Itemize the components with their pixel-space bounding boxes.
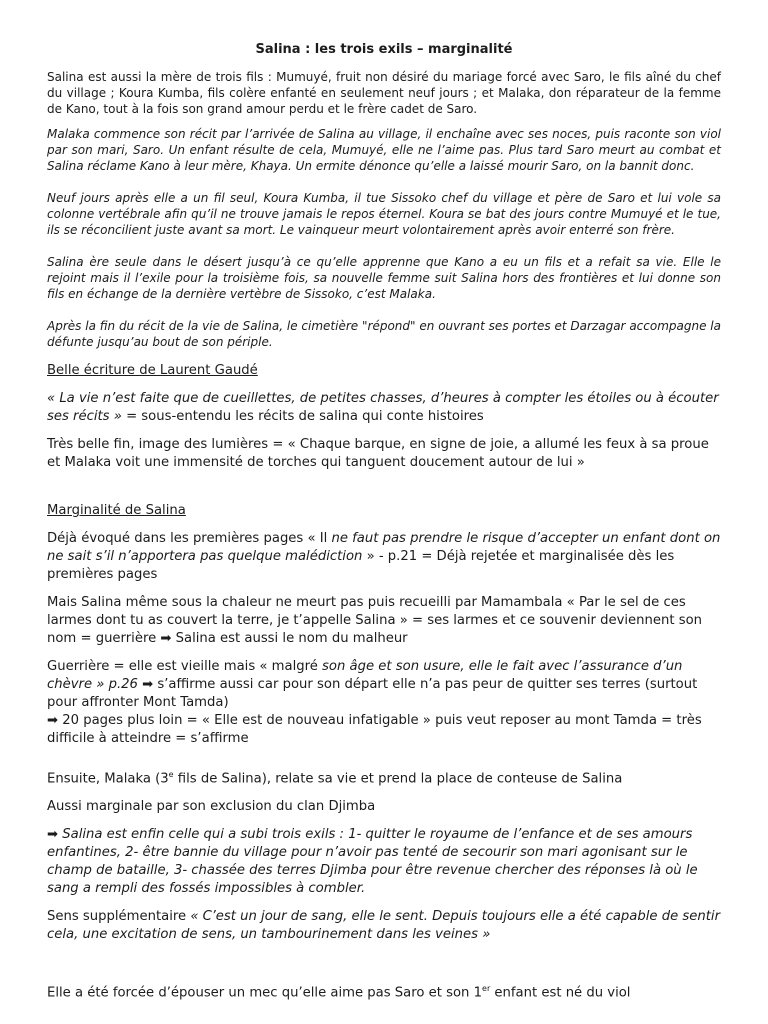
text-span: Elle a été forcée d’épouser un mec qu’elle aime pas Saro et son 1 [47, 985, 483, 1001]
quote-text: Salina est enfin celle qui a subi trois exils : 1- quitter le royaume de l’enfance et de ses amours enfantines, 2- être bannie du village pour n’avoir pas tenté de secourir son mari agonisant sur le champ de bataille, 3- chassée des terres Djimba pour être revenue chercher des réponses là où le sang a rempli des fossés impossibles à combler. [47, 827, 698, 897]
quote-text: « C’est un jour de sang, elle le sent. Depuis toujours elle a été capable de sentir cela, une excitation de sens, un tambourinement dans les veines » [47, 909, 720, 943]
quote-paragraph-1 [47, 390, 721, 426]
marginality-paragraph-8 [47, 980, 721, 1002]
marginality-paragraph-2: Mais Salina même sous la chaleur ne meurt pas puis recueilli par Mamambala « Par le sel de ces larmes dont tu as couvert la terre, je t’appelle Salina » = ses larmes et ce souvenir deviennent son nom = guerrière ➡ Salina est aussi le nom du malheur [47, 595, 703, 646]
text-span: fils de Salina), relate sa vie et prend la place de conteuse de Salina [173, 771, 623, 787]
quote-text: ne faut pas prendre le risque d’accepter un enfant dont on ne sait s’il n’apportera pas quelque malédiction [47, 531, 721, 564]
marginality-paragraph-6 [47, 826, 721, 898]
quote-comment: = sous-entendu les récits de salina qui conte histoires [121, 409, 484, 424]
summary-paragraph-4: Après la fin du récit de la vie de Salina, le cimetière "répond" en ouvrant ses portes et Darzagar accompagne la défunte jusqu’au bout de son périple. [47, 319, 721, 349]
marginality-paragraph-4 [47, 766, 721, 788]
text-span: » - p.21 = Déjà rejetée et marginalisée dès les premières pages [47, 549, 675, 582]
document-page [47, 42, 721, 1003]
text-span: ➡ s’affirme aussi car pour son départ elle n’a pas peur de quitter ses terres (surtout pour affronter Mont Tamda) [47, 677, 698, 710]
superscript: e [168, 770, 174, 779]
superscript: er [482, 984, 491, 994]
arrow-icon: ➡ [47, 827, 63, 843]
summary-paragraph-2: Neuf jours après elle a un fil seul, Koura Kumba, il tue Sissoko chef du village et père de Saro et lui vole sa colonne vertébrale afin qu’il ne trouve jamais le repos éternel. Koura se bat des jours contre Mumuyé et le tue, ils se réconcilient juste avant sa mort. Le vainqueur meurt volontairement après avoir enterré son frère. [47, 191, 721, 237]
text-span: Guerrière = elle est vieille mais « malgré [47, 659, 323, 674]
quote-text: « La vie n’est faite que de cueillettes, de petites chasses, d’heures à compter les étoiles ou à écouter ses récits » [47, 391, 719, 424]
text-span: Ensuite, Malaka (3 [47, 771, 169, 787]
quote-text: son âge et son usure, elle le fait avec l’assurance d’un chèvre » p.26 [47, 659, 683, 692]
summary-paragraph-3: Salina ère seule dans le désert jusqu’à ce qu’elle apprenne que Kano a eu un fils et a refait sa vie. Elle le rejoint mais il l’exile pour la troisième fois, sa nouvelle femme suit Salina hors des frontières et lui donne son fils en échange de la dernière vertèbre de Sissoko, c’est Malaka. [47, 255, 721, 301]
summary-paragraph-1: Malaka commence son récit par l’arrivée de Salina au village, il enchaîne avec ses noces, puis raconte son viol par son mari, Saro. Un enfant résulte de cela, Mumuyé, elle ne l’aime pas. Plus tard Saro meurt au combat et Salina réclame Kano à leur mère, Khaya. Un ermite dénonce qu’elle a laissé mourir Saro, on la bannit donc. [47, 127, 721, 173]
marginality-paragraph-5: Aussi marginale par son exclusion du clan Djimba [47, 799, 376, 815]
page-title: Salina : les trois exils – marginalité [255, 42, 513, 57]
marginality-paragraph-3 [47, 658, 721, 712]
text-span: Déjà évoqué dans les premières pages « Il [47, 531, 332, 546]
section-heading-marginality: Marginalité de Salina [47, 503, 186, 518]
quote-paragraph-2: Très belle fin, image des lumières = « Chaque barque, en signe de joie, a allumé les feux à sa proue et Malaka voit une immensité de torches qui tanguent doucement autour de lui » [47, 437, 709, 470]
intro-paragraph: Salina est aussi la mère de trois fils : Mumuyé, fruit non désiré du mariage forcé avec Saro, le fils aîné du chef du village ; Koura Kumba, fils colère enfanté en seulement neuf jours ; et Malaka, don réparateur de la femme de Kano, tout à la fois son grand amour perdu et le frère cadet de Saro. [47, 70, 721, 116]
text-span: enfant est né du viol [490, 985, 631, 1001]
marginality-paragraph-1 [47, 530, 721, 584]
marginality-paragraph-3-continued: ➡ 20 pages plus loin = « Elle est de nouveau infatigable » puis veut reposer au mont Tamda = très difficile à atteindre = s’affirme [47, 713, 702, 746]
text-span: Sens supplémentaire [47, 909, 191, 925]
section-heading-writing: Belle écriture de Laurent Gaudé [47, 363, 258, 378]
marginality-paragraph-7 [47, 908, 721, 944]
